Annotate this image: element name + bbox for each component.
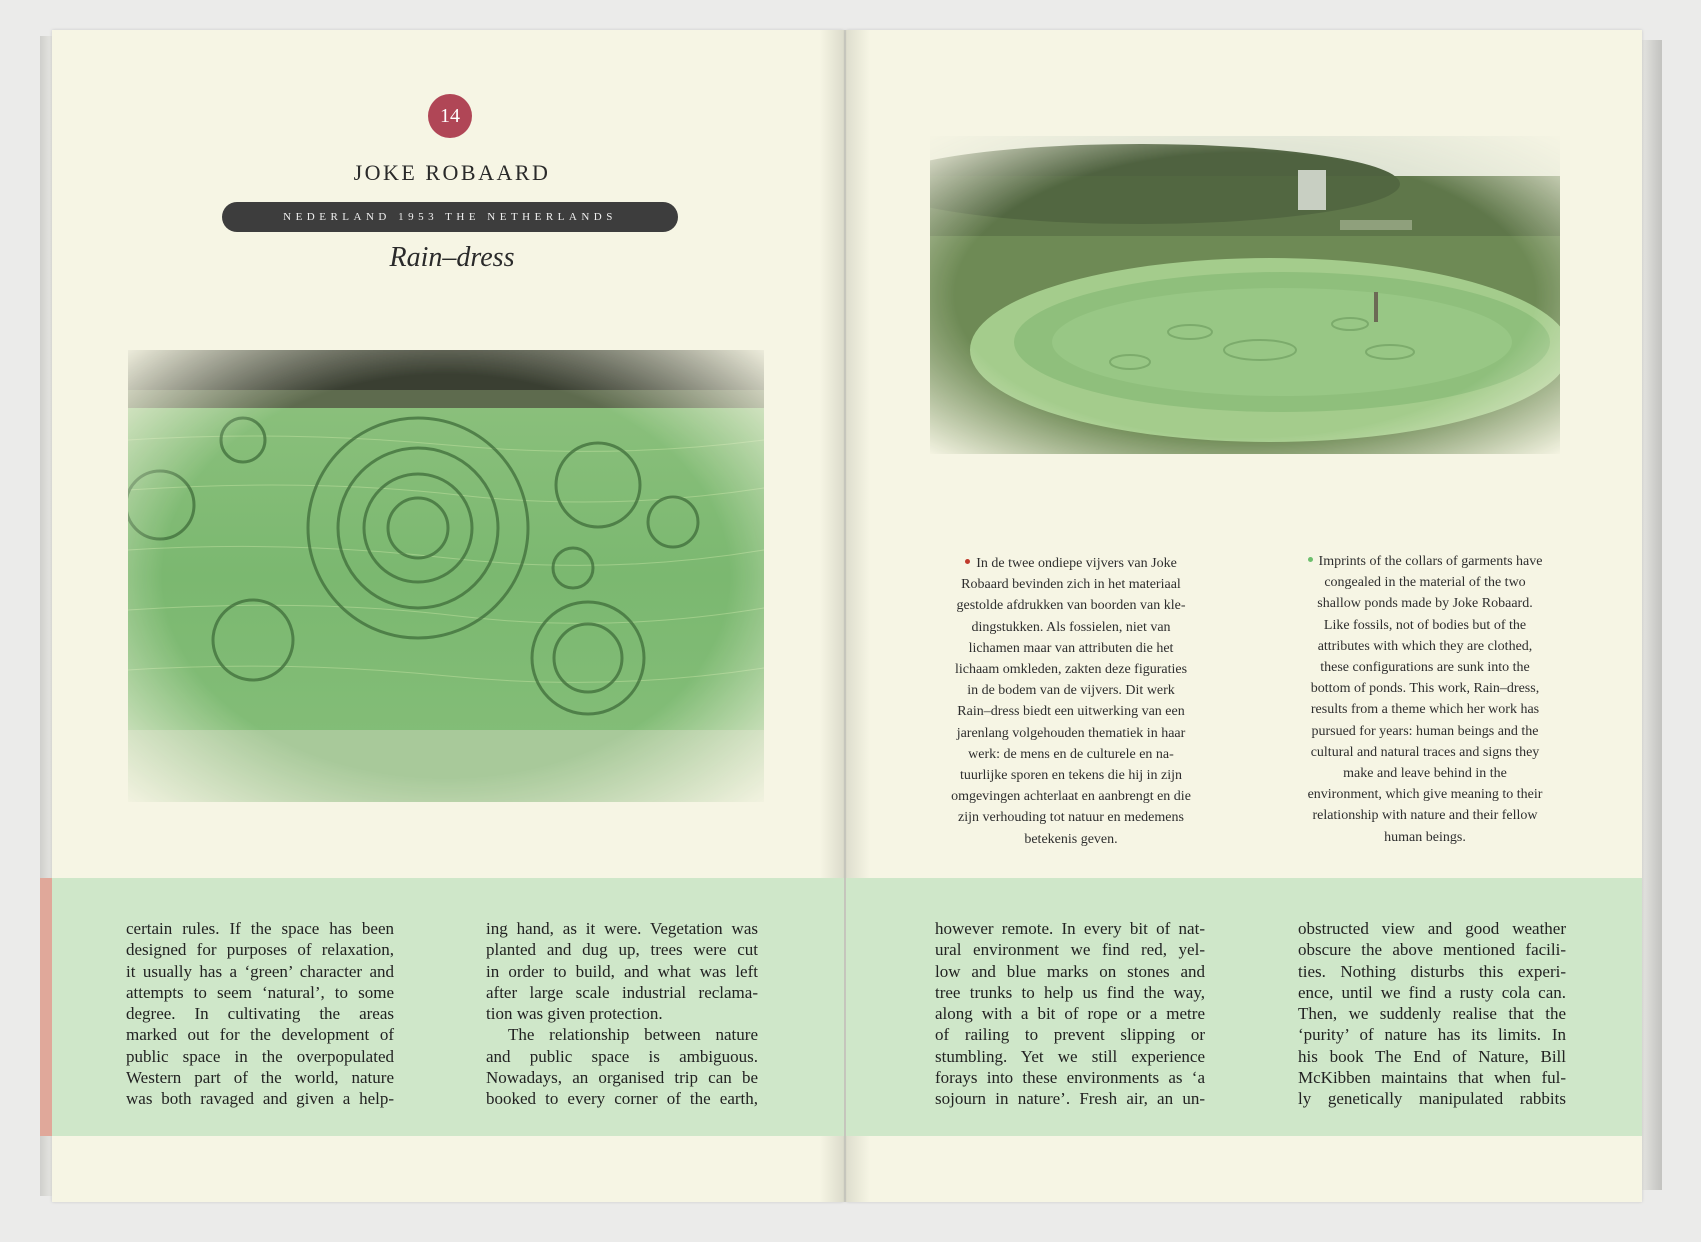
caption-english: [1300, 551, 1550, 848]
text-line: planted and dug up, trees were cut: [486, 940, 758, 960]
caption-line: environment, which give meaning to their: [1307, 787, 1543, 803]
text-line: Western part of the world, nature: [126, 1068, 394, 1088]
text-line: Then, we suddenly realise that the: [1298, 1004, 1566, 1024]
caption-line: lichaam omkleden, zakten deze figuraties: [954, 662, 1188, 678]
text-line: stumbling. Yet we still experience: [935, 1046, 1205, 1066]
text-line: obscure the above mentioned facili-: [1298, 940, 1566, 960]
accent-strip: [40, 878, 52, 1136]
text-line: in order to build, and what was left: [486, 961, 758, 981]
caption-text: In de twee ondiepe vijvers van Joke: [976, 556, 1177, 571]
text-line: ly genetically manipulated rabbits: [1298, 1089, 1566, 1109]
page-stack-edge-right: [1640, 40, 1662, 1190]
text-line: sojourn in nature’. Fresh air, an un-: [935, 1089, 1205, 1109]
text-line: ties. Nothing disturbs this experi-: [1298, 961, 1566, 981]
text-line: his book The End of Nature, Bill: [1298, 1046, 1566, 1066]
body-column-2: [486, 918, 758, 1110]
text-line: degree. In cultivating the areas: [126, 1004, 394, 1024]
text-line: of railing to prevent slipping or: [935, 1025, 1205, 1045]
caption-line: relationship with nature and their fellow: [1312, 808, 1538, 824]
bullet-english: [1308, 557, 1313, 562]
caption-line: results from a theme which her work has: [1310, 702, 1540, 718]
country-year-bar: NEDERLAND 1953 THE NETHERLANDS: [222, 202, 678, 232]
text-line: low and blue marks on stones and: [935, 961, 1205, 981]
text-line: designed for purposes of relaxation,: [126, 940, 394, 960]
caption-line: Like fossils, not of bodies but of the: [1323, 617, 1527, 633]
caption-line: gestolde afdrukken van boorden van kle-: [956, 598, 1186, 614]
text-line: it usually has a ‘green’ character and: [126, 961, 394, 981]
text-line: tree trunks to help us find the way,: [935, 982, 1205, 1002]
text-line: attempts to seem ‘natural’, to some: [126, 982, 394, 1002]
caption-line: congealed in the material of the two: [1324, 575, 1526, 591]
pond-landscape-photo: [930, 136, 1560, 454]
caption-line: betekenis geven.: [1024, 831, 1118, 847]
text-line: after large scale industrial reclama-: [486, 982, 758, 1002]
text-line: along with a bit of rope or a metre: [935, 1004, 1205, 1024]
caption-line: jarenlang volgehouden thematiek in haar: [956, 725, 1186, 741]
caption-line: attributes with which they are clothed,: [1317, 638, 1533, 654]
caption-line: pursued for years: human beings and the: [1311, 723, 1539, 739]
text-line: ing hand, as it were. Vegetation was: [486, 919, 758, 938]
body-column-4: [1298, 918, 1566, 1110]
caption-text: Imprints of the collars of garments have: [1318, 554, 1543, 569]
text-line: tion was given protection.: [486, 1004, 663, 1024]
caption-line: [1300, 551, 1550, 572]
work-title: Rain–dress: [389, 242, 515, 273]
chapter-number-badge: 14: [428, 94, 472, 138]
caption-line: Robaard bevinden zich in het materiaal: [961, 577, 1181, 593]
text-line: obstructed view and good weather: [1298, 919, 1566, 938]
pond-closeup-photo: [128, 350, 764, 802]
caption-line: werk: de mens en de culturele en na-: [968, 746, 1174, 762]
caption-line: cultural and natural traces and signs they: [1310, 744, 1540, 760]
body-column-3: [935, 918, 1205, 1110]
caption-line: shallow ponds made by Joke Robaard.: [1317, 596, 1533, 612]
caption-line: Rain–dress biedt een uitwerking van een: [957, 704, 1185, 720]
caption-line: make and leave behind in the: [1343, 766, 1507, 782]
caption-line: omgevingen achterlaat en aanbrengt en die: [951, 789, 1191, 805]
text-line: was both ravaged and given a help-: [126, 1089, 394, 1109]
text-line: ural environment we find red, yel-: [935, 940, 1205, 960]
text-line: The relationship between nature: [508, 1025, 758, 1045]
text-line: certain rules. If the space has been: [126, 919, 394, 938]
caption-line: zijn verhouding tot natuur en medemens: [958, 810, 1184, 826]
caption-line: [940, 553, 1202, 574]
text-line: McKibben maintains that when ful-: [1298, 1068, 1566, 1088]
text-line: ence, until we find a rusty cola can.: [1298, 982, 1566, 1002]
caption-line: tuurlijke sporen en tekens die hij in zijn: [959, 768, 1182, 784]
caption-line: human beings.: [1384, 829, 1466, 845]
text-line: ‘purity’ of nature has its limits. In: [1298, 1025, 1566, 1045]
text-line: however remote. In every bit of nat-: [935, 919, 1205, 938]
caption-line: lichamen maar van attributen die het: [968, 640, 1174, 656]
text-line: marked out for the development of: [126, 1025, 394, 1045]
caption-line: these configurations are sunk into the: [1320, 660, 1530, 676]
body-column-1: [126, 918, 394, 1110]
bullet-dutch: [965, 559, 970, 564]
text-line: public space in the overpopulated: [126, 1046, 394, 1066]
text-line: Nowadays, an organised trip can be: [486, 1068, 758, 1088]
text-line: booked to every corner of the earth,: [486, 1089, 758, 1109]
caption-line: in de bodem van de vijvers. Dit werk: [967, 683, 1175, 699]
caption-line: dingstukken. Als fossielen, niet van: [971, 619, 1171, 635]
text-line: and public space is ambiguous.: [486, 1046, 758, 1066]
caption-line: bottom of ponds. This work, Rain–dress,: [1310, 681, 1540, 697]
text-line: forays into these environments as ‘a: [935, 1068, 1205, 1088]
caption-dutch: [940, 553, 1202, 850]
artist-name: JOKE ROBAARD: [353, 160, 551, 185]
